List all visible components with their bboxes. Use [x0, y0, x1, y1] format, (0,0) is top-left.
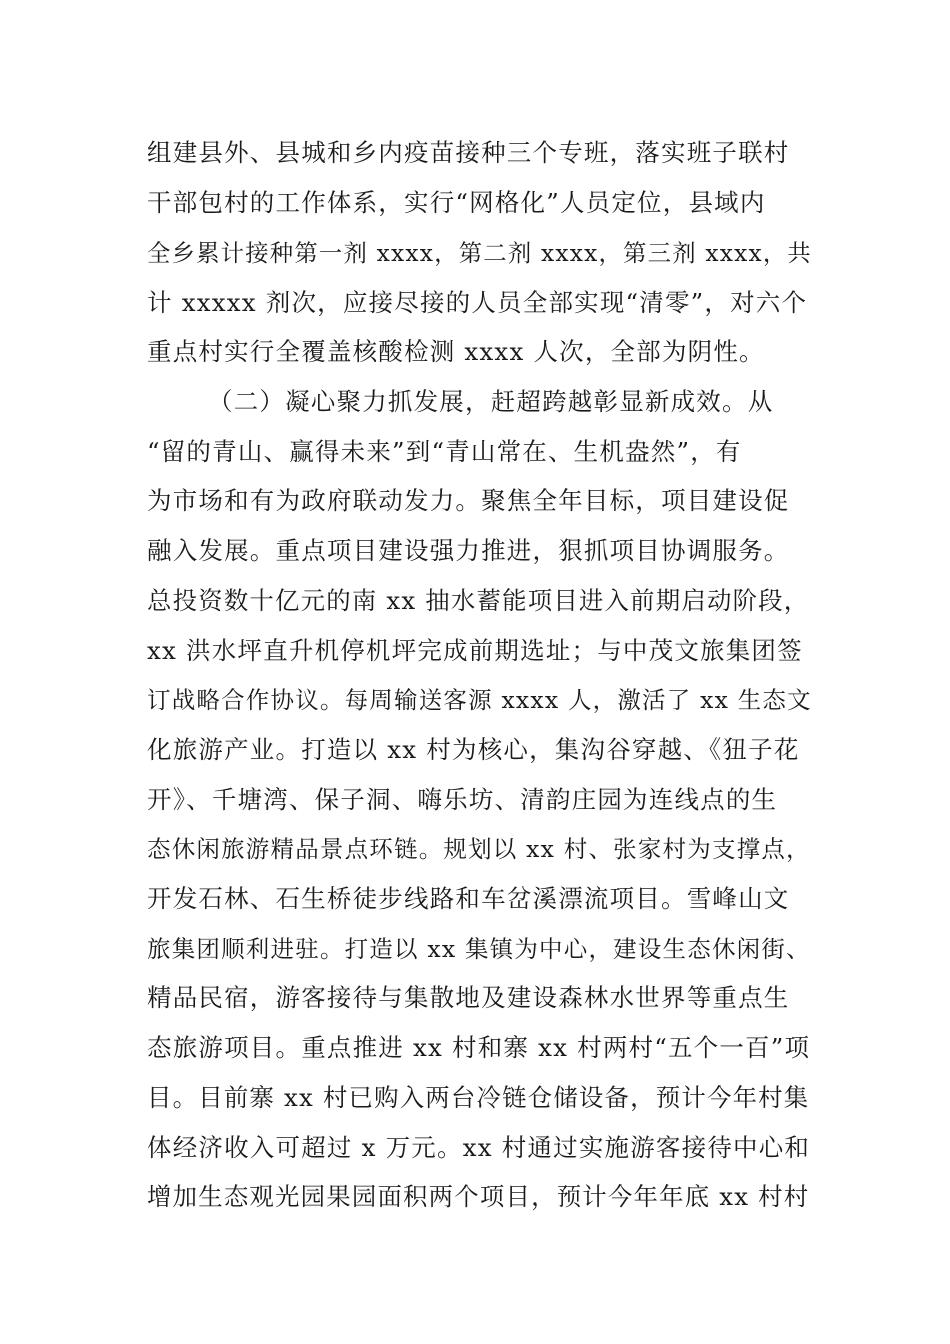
text-line: 目。目前寨 xx 村已购入两台冷链仓储设备，预计今年村集 [147, 1083, 810, 1112]
text-line: 全乡累计接种第一剂 xxxx，第二剂 xxxx，第三剂 xxxx，共 [147, 239, 812, 267]
text-line: 订战略合作协议。每周输送客源 xxxx 人，激活了 xx 生态文 [147, 686, 812, 714]
text-line: 精品民宿，游客接待与集散地及建设森林水世界等重点生 [147, 983, 790, 1012]
text-line: 开发石林、石生桥徒步线路和车岔溪漂流项目。雪峰山文 [147, 884, 790, 913]
text-line: xx 洪水坪直升机停机坪完成前期选址；与中茂文旅集团签 [147, 636, 803, 665]
text-line: 为市场和有为政府联动发力。聚焦全年目标，项目建设促 [147, 486, 790, 515]
text-line: 化旅游产业。打造以 xx 村为核心，集沟谷穿越、《狃子花 [147, 735, 800, 764]
text-line: 体经济收入可超过 x 万元。xx 村通过实施游客接待中心和 [147, 1133, 811, 1162]
text-line: 融入发展。重点项目建设强力推进，狠抓项目协调服务。 [147, 536, 790, 565]
section-heading-line: （二）凝心聚力抓发展，赶超跨越彰显新成效。从 [208, 387, 774, 416]
text-line: 态旅游项目。重点推进 xx 村和寨 xx 村两村“五个一百”项 [147, 1033, 811, 1062]
text-line: “留的青山、赢得未来”到“青山常在、生机盎然”，有 [147, 437, 742, 466]
text-line: 增加生态观光园果园面积两个项目，预计今年年底 xx 村村 [147, 1182, 810, 1211]
text-line: 总投资数十亿元的南 xx 抽水蓄能项目进入前期启动阶段， [147, 586, 810, 615]
text-line: 重点村实行全覆盖核酸检测 xxxx 人次，全部为阴性。 [147, 337, 765, 366]
text-line: 态休闲旅游精品景点环链。规划以 xx 村、张家村为支撑点， [147, 835, 811, 863]
text-line: 旅集团顺利进驻。打造以 xx 集镇为中心，建设生态休闲街、 [147, 935, 811, 963]
text-line: 开》、千塘湾、保子洞、嗨乐坊、清韵庄园为连线点的生 [147, 785, 778, 814]
text-line: 组建县外、县城和乡内疫苗接种三个专班，落实班子联村 [147, 138, 790, 167]
text-line: 干部包村的工作体系，实行“网格化”人员定位，县域内 [147, 188, 766, 217]
text-line: 计 xxxxx 剂次，应接尽接的人员全部实现“清零”，对六个 [147, 288, 808, 317]
